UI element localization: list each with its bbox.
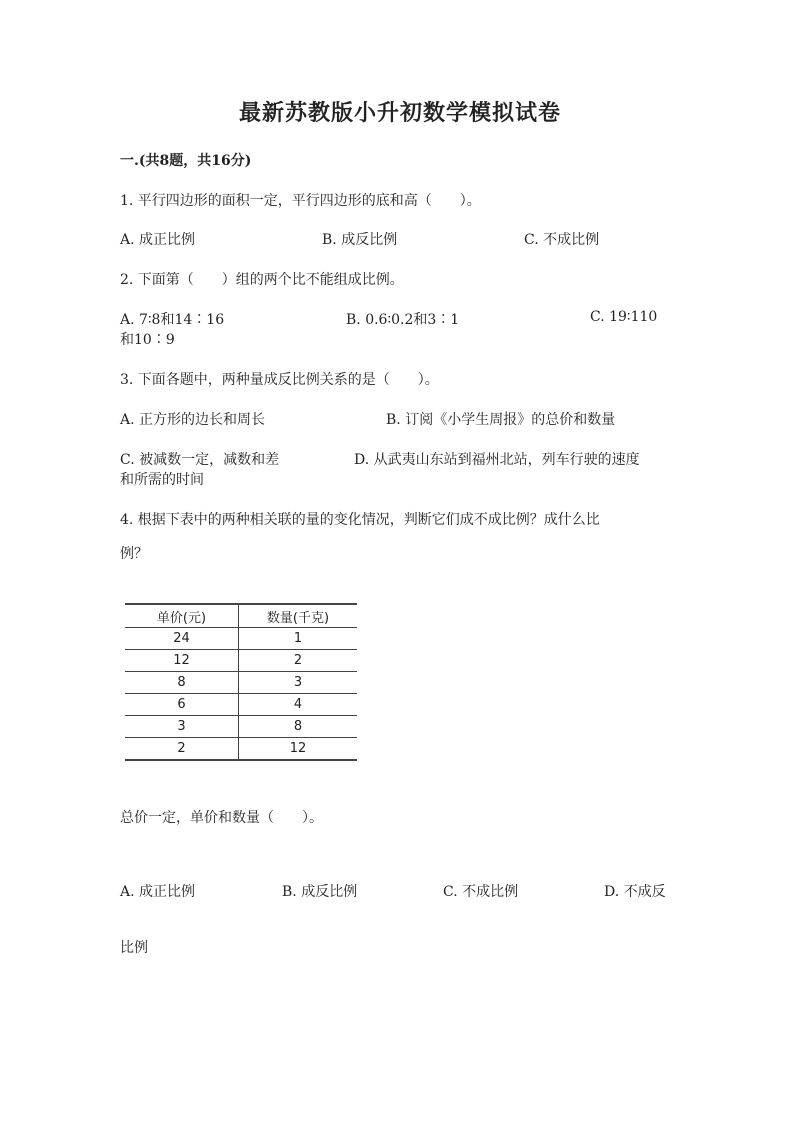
- question-4-continuation: 例？: [120, 546, 148, 562]
- table-cell-price: 2: [125, 738, 239, 761]
- table-header-quantity: 数量(千克): [239, 604, 358, 628]
- table-row: [125, 738, 357, 761]
- q4-option-d: D. 不成反: [604, 884, 666, 900]
- question-3: 3. 下面各题中，两种量成反比例关系的是（ ）。: [120, 372, 439, 388]
- table-cell-quantity: 1: [239, 628, 358, 650]
- table-cell-price: 12: [125, 650, 239, 672]
- q2-option-c-continuation: 和10∶9: [120, 332, 175, 348]
- table-cell-price: 3: [125, 716, 239, 738]
- question-2: 2. 下面第（ ）组的两个比不能组成比例。: [120, 272, 404, 288]
- question-1: 1. 平行四边形的面积一定，平行四边形的底和高（ ）。: [120, 193, 481, 209]
- table-row: [125, 628, 357, 650]
- table-header-price: 单价(元): [125, 604, 239, 628]
- table-cell-quantity: 12: [239, 738, 358, 761]
- q1-option-b: B. 成反比例: [322, 232, 398, 248]
- q4-option-a: A. 成正比例: [120, 884, 196, 900]
- table-cell-quantity: 4: [239, 694, 358, 716]
- q2-option-b: B. 0.6∶0.2和3∶1: [346, 312, 460, 328]
- page-title: 最新苏教版小升初数学模拟试卷: [238, 100, 561, 126]
- q2-option-c: C. 19∶110: [590, 309, 658, 325]
- q2-option-a: A. 7∶8和14∶16: [120, 312, 225, 328]
- table-row: [125, 716, 357, 738]
- q3-option-d-continuation: 和所需的时间: [120, 472, 204, 488]
- table-cell-quantity: 8: [239, 716, 358, 738]
- q3-option-d: D. 从武夷山东站到福州北站，列车行驶的速度: [354, 452, 640, 468]
- q4-option-b: B. 成反比例: [282, 884, 358, 900]
- table-cell-price: 24: [125, 628, 239, 650]
- section-heading: 一.(共8题，共16分): [120, 153, 252, 169]
- q1-option-a: A. 成正比例: [120, 232, 196, 248]
- table-row: [125, 694, 357, 716]
- table-header-row: [125, 604, 357, 628]
- question-4: 4. 根据下表中的两种相关联的量的变化情况，判断它们成不成比例？成什么比: [120, 512, 600, 528]
- q4-option-c: C. 不成比例: [443, 884, 519, 900]
- q3-option-b: B. 订阅《小学生周报》的总价和数量: [386, 412, 616, 428]
- price-quantity-table: [125, 603, 357, 761]
- q3-option-a: A. 正方形的边长和周长: [120, 412, 266, 428]
- q3-option-c: C. 被减数一定，减数和差: [120, 452, 280, 468]
- table-row: [125, 672, 357, 694]
- table-cell-quantity: 3: [239, 672, 358, 694]
- question-4-prompt: 总价一定，单价和数量（ ）。: [120, 810, 323, 826]
- table-cell-price: 8: [125, 672, 239, 694]
- table-cell-quantity: 2: [239, 650, 358, 672]
- table-cell-price: 6: [125, 694, 239, 716]
- q1-option-c: C. 不成比例: [524, 232, 600, 248]
- table-row: [125, 650, 357, 672]
- q4-option-d-continuation: 比例: [120, 940, 148, 956]
